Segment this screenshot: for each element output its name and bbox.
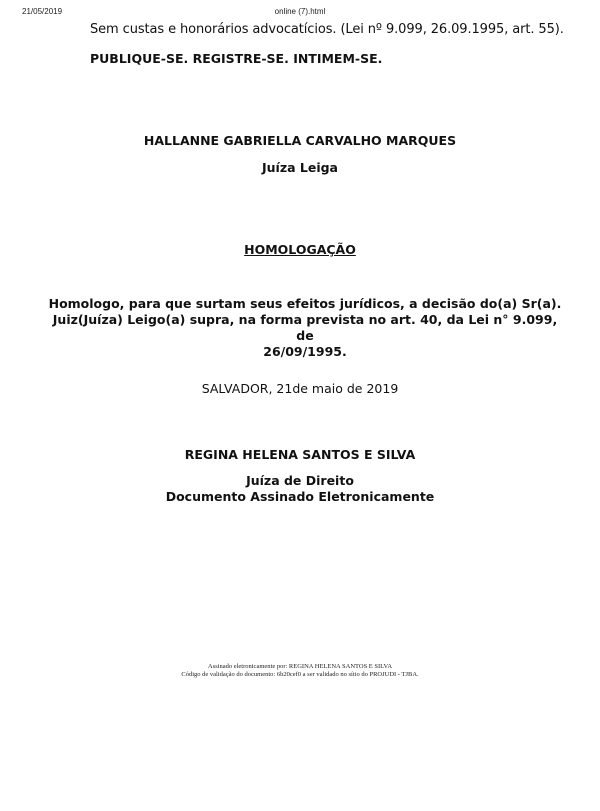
homologation-title: HOMOLOGAÇÃO bbox=[244, 242, 356, 257]
homologation-text-line: Homologo, para que surtam seus efeitos jurídicos, a decisão do(a) Sr(a). bbox=[48, 296, 562, 311]
print-header bbox=[0, 7, 600, 19]
lay-judge-name: HALLANNE GABRIELLA CARVALHO MARQUES bbox=[143, 133, 457, 148]
signed-by-text: Assinado eletronicamente por: REGINA HELENA SANTOS E SILVA bbox=[207, 663, 393, 670]
judge-role-block bbox=[0, 473, 600, 505]
homologation-text-line: Juiz(Juíza) Leigo(a) supra, na forma prevista no art. 40, da Lei n° 9.099, de bbox=[52, 312, 558, 343]
validation-code-text: Código de validação do documento: 6b20cef0 a ser validado no sítio do PROJUDI - TJBA. bbox=[181, 671, 419, 678]
signature-status: Documento Assinado Eletronicamente bbox=[165, 489, 435, 504]
judge-role: Juíza de Direito bbox=[246, 473, 354, 488]
electronic-signature-footer bbox=[0, 663, 600, 679]
judge-name: REGINA HELENA SANTOS E SILVA bbox=[184, 447, 416, 462]
legal-note: Sem custas e honorários advocatícios. (Lei nº 9.099, 26.09.1995, art. 55). bbox=[90, 22, 564, 37]
print-date: 21/05/2019 bbox=[22, 7, 63, 16]
homologation-text-line: 26/09/1995. bbox=[263, 344, 347, 359]
city-date: SALVADOR, 21de maio de 2019 bbox=[201, 381, 399, 396]
lay-judge-role: Juíza Leiga bbox=[261, 160, 338, 175]
publish-order: PUBLIQUE-SE. REGISTRE-SE. INTIMEM-SE. bbox=[90, 51, 383, 66]
homologation-text bbox=[45, 296, 565, 360]
print-title: online (7).html bbox=[274, 7, 326, 16]
